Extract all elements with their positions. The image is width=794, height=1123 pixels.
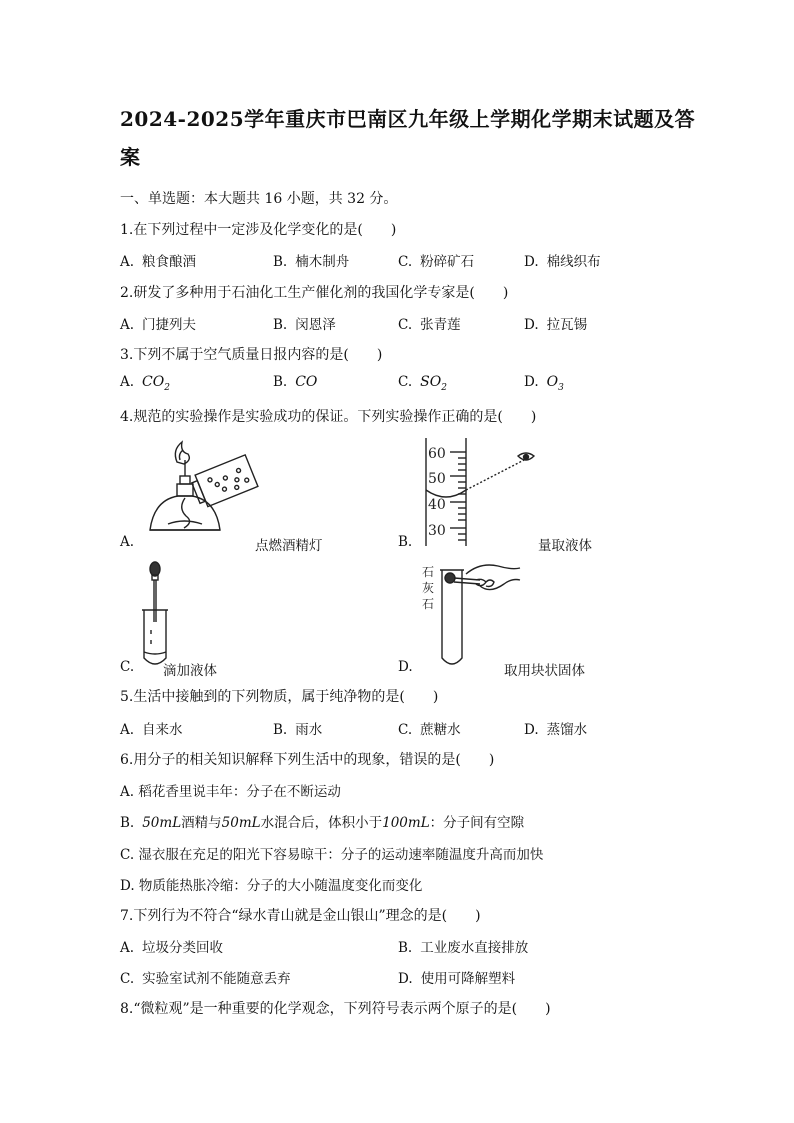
q1-option-d[interactable]: D. 棉线织布 [524,254,601,270]
alcohol-lamp-figure [140,438,260,548]
q4-option-a-key[interactable]: A. [120,534,135,550]
tick-30: 30 [428,523,446,539]
q7-option-c[interactable]: C. 实验室试剂不能随意丢弃 [120,971,291,987]
formula-co2: $CO_2$ [142,374,170,393]
q6-option-a[interactable]: A. 稻花香里说丰年：分子在不断运动 [120,784,341,800]
tick-60: 60 [428,446,446,462]
q4-option-b-caption: 量取液体 [538,538,592,554]
q6-option-b[interactable]: B. 50mL酒精与50mL水混合后，体积小于100mL：分子间有空隙 [120,815,525,831]
question-7-stem: 7.下列行为不符合“绿水青山就是金山银山”理念的是( ) [120,908,481,924]
formula-co: CO [295,374,318,390]
q3-option-c[interactable]: C. $SO_2$ [398,374,447,393]
tick-40: 40 [428,497,446,513]
q3-option-a[interactable]: A. $CO_2$ [120,374,170,393]
label-shi-2: 石 [422,597,435,611]
limestone-test-tube-figure [420,560,530,670]
q6-option-d[interactable]: D. 物质能热胀冷缩：分子的大小随温度变化而变化 [120,878,423,894]
question-8-stem: 8.“微粒观”是一种重要的化学观念，下列符号表示两个原子的是( ) [120,1001,551,1017]
q5-option-b[interactable]: B. 雨水 [273,722,323,738]
document-title: 2024-2025学年重庆市巴南区九年级上学期化学期末试题及答案 [120,107,696,169]
q4-option-d-key[interactable]: D. [398,659,413,675]
q5-option-d[interactable]: D. 蒸馏水 [524,722,588,738]
formula-o3: $O_3$ [546,374,564,393]
q5-option-c[interactable]: C. 蔗糖水 [398,722,461,738]
graduated-cylinder-figure [418,438,548,548]
question-3-stem: 3.下列不属于空气质量日报内容的是( ) [120,347,383,363]
q2-option-c[interactable]: C. 张青莲 [398,317,461,333]
q6-option-c[interactable]: C. 湿衣服在充足的阳光下容易晾干：分子的运动速率随温度升高而加快 [120,847,544,863]
q7-option-d[interactable]: D. 使用可降解塑料 [398,971,516,987]
q1-option-c[interactable]: C. 粉碎矿石 [398,254,475,270]
q4-option-c-caption: 滴加液体 [163,663,217,679]
q4-option-c-key[interactable]: C. [120,659,135,675]
label-hui: 灰 [422,581,435,595]
q4-option-b-key[interactable]: B. [398,534,413,550]
section-heading: 一、单选题：本大题共 16 小题，共 32 分。 [120,191,398,207]
q2-option-d[interactable]: D. 拉瓦锡 [524,317,588,333]
q4-option-d-caption: 取用块状固体 [504,663,585,679]
dropper-test-tube-figure [138,560,172,670]
question-2-stem: 2.研发了多种用于石油化工生产催化剂的我国化学专家是( ) [120,285,509,301]
q2-option-b[interactable]: B. 闵恩泽 [273,317,336,333]
q4-option-a-caption: 点燃酒精灯 [255,538,323,554]
formula-so2: $SO_2$ [420,374,447,393]
q3-option-b[interactable]: B. CO [273,374,318,390]
q7-option-a[interactable]: A. 垃圾分类回收 [120,940,224,956]
question-5-stem: 5.生活中接触到的下列物质，属于纯净物的是( ) [120,689,439,705]
q2-option-a[interactable]: A. 门捷列夫 [120,317,197,333]
question-4-stem: 4.规范的实验操作是实验成功的保证。下列实验操作正确的是( ) [120,409,537,425]
q3-option-d[interactable]: D. $O_3$ [524,374,564,393]
question-1-stem: 1.在下列过程中一定涉及化学变化的是( ) [120,222,397,238]
q1-option-b[interactable]: B. 楠木制舟 [273,254,350,270]
tick-50: 50 [428,471,446,487]
q1-option-a[interactable]: A. 粮食酿酒 [120,254,197,270]
question-6-stem: 6.用分子的相关知识解释下列生活中的现象，错误的是( ) [120,752,495,768]
q5-option-a[interactable]: A. 自来水 [120,722,183,738]
label-shi-1: 石 [422,565,435,579]
q7-option-b[interactable]: B. 工业废水直接排放 [398,940,529,956]
